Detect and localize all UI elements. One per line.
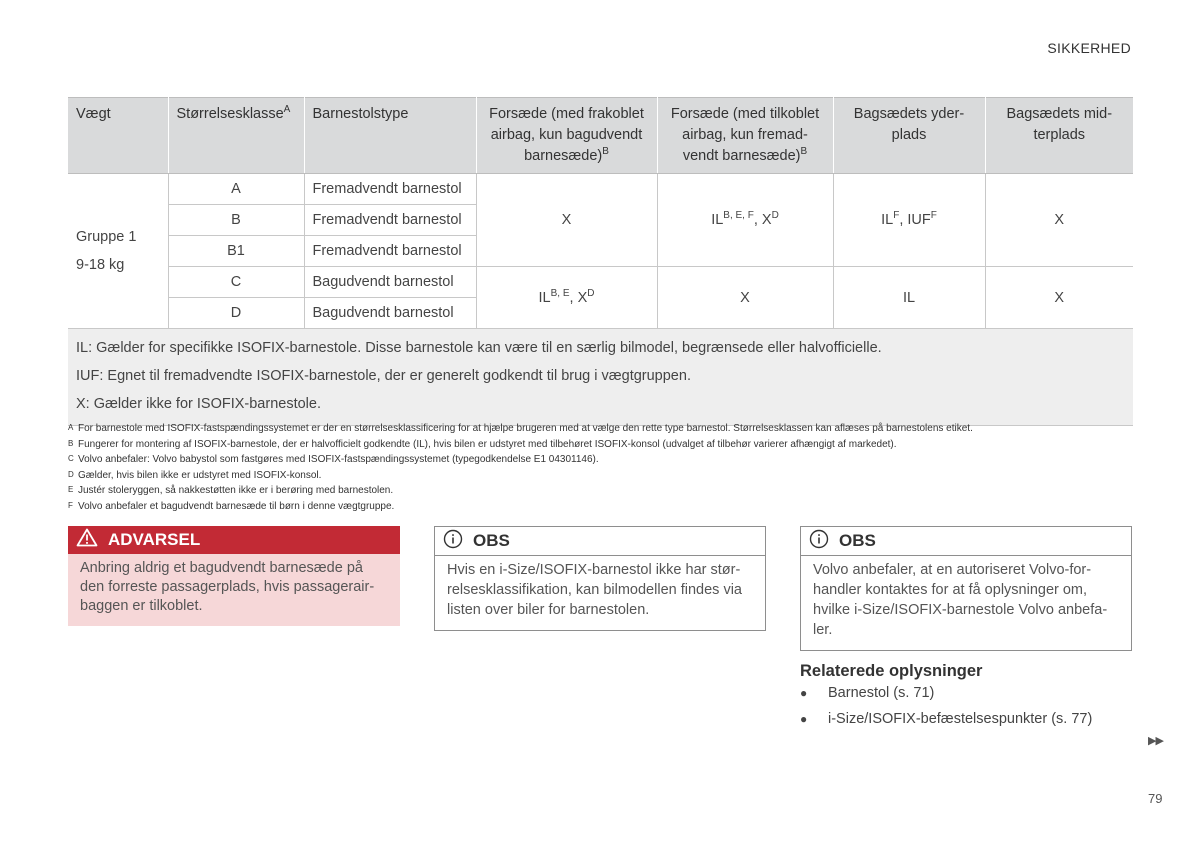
related-info-title: Relaterede oplysninger: [800, 662, 983, 680]
group-label: Gruppe 1: [76, 229, 137, 245]
footnotes: [68, 421, 973, 514]
size-class-cell: C: [168, 267, 304, 298]
rearward-front-on-cell: X: [657, 267, 833, 329]
forward-front-off-cell: X: [476, 174, 657, 267]
table-notes-row: [68, 329, 1133, 426]
forward-rear-outer-cell: $IL^F$, $IUF^F$: [833, 174, 985, 267]
col-header-seat-type: Barnestolstype: [304, 98, 476, 174]
warning-title: ADVARSEL: [108, 530, 201, 549]
page-number: 79: [1148, 791, 1163, 806]
footnote: E Justér stoleryggen, så nakkestøtten ikke er i berøring med barnestolen.: [68, 485, 394, 496]
footnote: D Gælder, hvis bilen ikke er udstyret med ISOFIX-konsol.: [68, 469, 322, 481]
seat-type-cell: Bagudvendt barnestol: [304, 267, 476, 298]
table-row: [68, 174, 1133, 205]
size-class-cell: B: [168, 205, 304, 236]
forward-rear-middle-cell: X: [985, 174, 1133, 267]
size-class-cell: D: [168, 298, 304, 329]
col-header-front-airbag-on: Forsæde (med tilkoblet airbag, kun fremad-vendt barnesæde)$^B$: [657, 98, 833, 174]
legend-note-x: X: Gælder ikke for ISOFIX-barnestole.: [76, 396, 321, 412]
bullet-icon: ●: [800, 686, 808, 700]
rearward-rear-middle-cell: X: [985, 267, 1133, 329]
seat-type-cell: Fremadvendt barnestol: [304, 236, 476, 267]
col-header-weight: Vægt: [68, 98, 168, 174]
continue-arrows-icon: ▶▶: [1148, 735, 1163, 747]
size-class-cell: A: [168, 174, 304, 205]
obs-title: OBS: [839, 531, 876, 550]
obs-text: Hvis en i-Size/ISOFIX-barnestol ikke har stør-relsesklassifikation, kan bilmodellen findes via listen over biler for barnestolen.: [447, 562, 742, 618]
footnote: F Volvo anbefaler et bagudvendt barnesæde til børn i denne vægtgruppe.: [68, 500, 395, 512]
col-header-size-class: Størrelsesklasse$^A$: [168, 98, 304, 174]
related-link-isofix-points[interactable]: ● i-Size/ISOFIX-befæstelsespunkter (s. 77): [800, 711, 1093, 727]
table-row: [68, 267, 1133, 298]
table-header-row: [68, 98, 1133, 174]
footnote: A For barnestole med ISOFIX-fastspændingssystemet er der en størrelsesklassificering for at hjælpe brugeren med at vælge den rette type barnestol. Størrelsesklassen kan aflæses på barnestolens etiket.: [68, 423, 973, 434]
obs-text: Volvo anbefaler, at en autoriseret Volvo-for-handler kontaktes for at få oplysninger om, hvilke i-Size/ISOFIX-barnestole Volvo anbefa-ler.: [813, 562, 1108, 638]
legend-note-il: IL: Gælder for specifikke ISOFIX-barnestole. Disse barnestole kan være til en særlig bilmodel, begrænsede eller halvofficielle.: [76, 340, 882, 356]
obs-box-size-class: [434, 526, 766, 631]
warning-header: [68, 526, 400, 554]
info-circle-icon: [443, 529, 463, 554]
col-header-rear-middle: Bagsædets mid-terplads: [985, 98, 1133, 174]
warning-box: [68, 526, 400, 626]
footnote: C Volvo anbefaler: Volvo babystol som fastgøres med ISOFIX-fastspændingssystemet (typegodkendelse E1 04301146).: [68, 454, 599, 465]
legend-notes: [68, 329, 1133, 426]
obs-title: OBS: [473, 531, 510, 550]
forward-front-on-cell: $IL^{B, E, F}$, $X^D$: [657, 174, 833, 267]
obs-box-dealer: [800, 526, 1132, 651]
weight-group-cell: [68, 174, 168, 329]
related-info: [800, 662, 1140, 735]
size-class-cell: B1: [168, 236, 304, 267]
warning-triangle-icon: [76, 528, 98, 552]
col-header-rear-outer: Bagsædets yder-plads: [833, 98, 985, 174]
warning-text: Anbring aldrig et bagudvendt barnesæde på den forreste passagerplads, hvis passagerair-baggen er tilkoblet.: [68, 554, 400, 626]
related-link-child-seat[interactable]: ● Barnestol (s. 71): [800, 685, 935, 701]
legend-note-iuf: IUF: Egnet til fremadvendte ISOFIX-barnestole, der er generelt godkendt til brug i vægtgruppen.: [76, 368, 691, 384]
seat-type-cell: Bagudvendt barnestol: [304, 298, 476, 329]
isofix-table: [68, 97, 1133, 426]
section-title: SIKKERHED: [1047, 40, 1131, 56]
seat-type-cell: Fremadvendt barnestol: [304, 174, 476, 205]
bullet-icon: ●: [800, 712, 808, 726]
info-circle-icon: [809, 529, 829, 554]
rearward-rear-outer-cell: IL: [833, 267, 985, 329]
col-header-front-airbag-off: Forsæde (med frakoblet airbag, kun bagudvendt barnesæde)$^B$: [476, 98, 657, 174]
obs-header: [435, 527, 765, 556]
footnote: B Fungerer for montering af ISOFIX-barnestole, der er halvofficielt godkendte (IL), hvis bilen er udstyret med tilbehøret ISOFIX-konsol (udvalget af tilbehør varierer afhængigt af markedet).: [68, 438, 897, 450]
rearward-front-off-cell: $IL^{B, E}$, $X^D$: [476, 267, 657, 329]
related-info-list: [800, 683, 1140, 729]
seat-type-cell: Fremadvendt barnestol: [304, 205, 476, 236]
obs-header: [801, 527, 1131, 556]
weight-label: 9-18 kg: [76, 257, 125, 273]
